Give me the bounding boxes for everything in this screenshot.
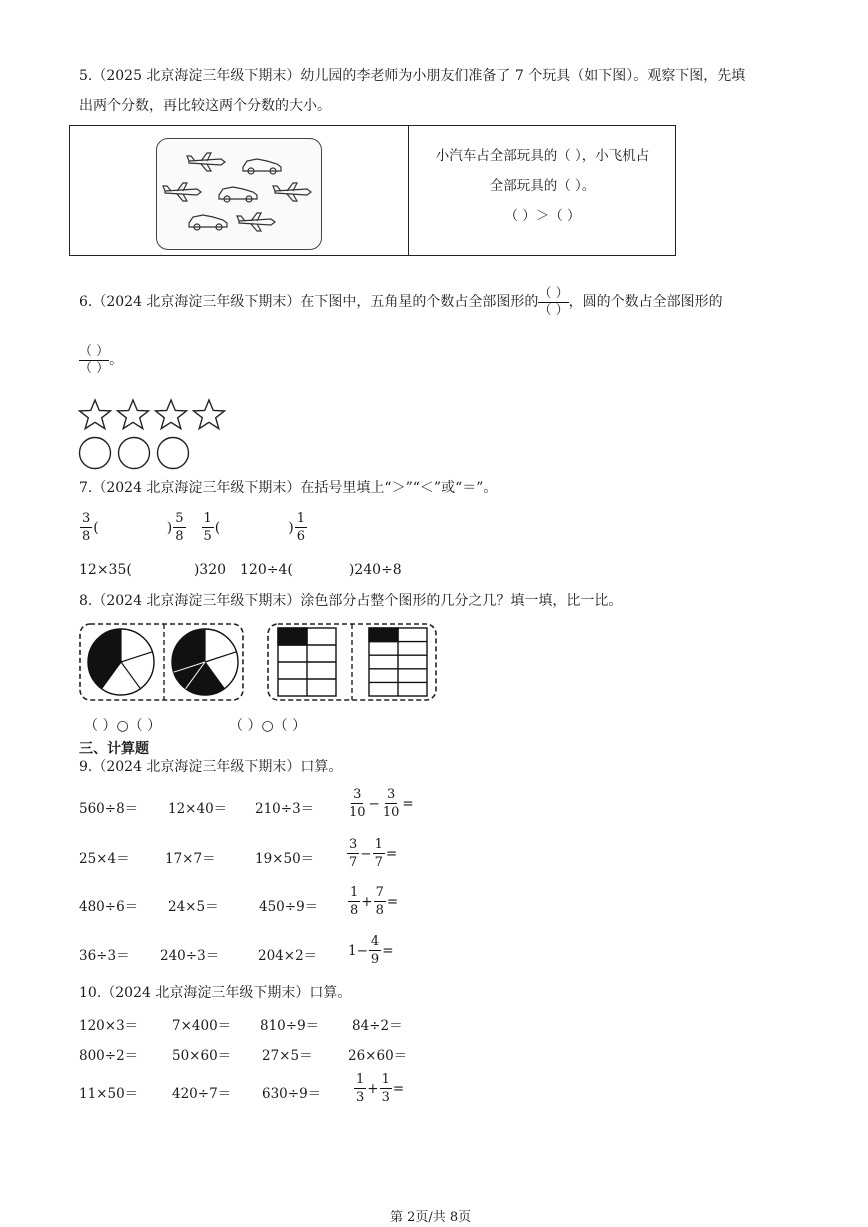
q9-item: 210÷3＝	[255, 801, 315, 817]
q8-answer-left[interactable]: （ ）○（ ）	[84, 718, 162, 734]
q7-fraction-1-5: $\frac{1}{5}$	[203, 511, 212, 544]
q10-item: 84÷2＝	[352, 1018, 403, 1034]
q9-item: 204×2＝	[258, 948, 318, 964]
q7-expr-4: )240÷8	[348, 562, 402, 578]
q5-right-cell	[409, 126, 676, 255]
q10-item: 11×50＝	[79, 1086, 139, 1102]
q6-blank-fraction-2[interactable]	[79, 344, 109, 376]
grid-left	[278, 628, 336, 696]
q7-paren-open: (	[93, 519, 99, 536]
q9-item: 12×40＝	[168, 801, 228, 817]
pie-chart-left	[88, 629, 154, 695]
q7-blank-3[interactable]	[132, 560, 194, 580]
q6-blank-bottom: （ ）	[538, 303, 569, 318]
q7-expr-2: )320	[193, 562, 227, 578]
q9-fraction-expr: $\frac{3}{7}$ − $\frac{1}{7}$ =	[349, 837, 398, 870]
q7-paren-close: )	[166, 519, 173, 536]
circle-shape	[80, 438, 111, 469]
q9-item: 560÷8＝	[79, 801, 139, 817]
grid-right	[369, 628, 427, 696]
plane-icon	[237, 213, 275, 231]
q7-expr-3: 120÷4(	[240, 562, 293, 578]
star-icon	[80, 400, 111, 429]
q6-blank-fraction-1[interactable]	[538, 286, 568, 318]
q7-title: 7.（2024 北京海淀三年级下期末）在括号里填上“＞”“＜”或“＝”。	[79, 480, 498, 496]
q5-line2: 出两个分数，再比较这两个分数的大小。	[79, 98, 331, 114]
q6-line1	[79, 286, 723, 318]
q5-line1: 5.（2025 北京海淀三年级下期末）幼儿园的李老师为小朋友们准备了 7 个玩具（如下图）。观察下图，先填	[79, 68, 746, 84]
circle-shape	[158, 438, 189, 469]
q6-text-b: ，圆的个数占全部图形的	[568, 294, 723, 310]
page-footer: 第 2页/共 8页	[390, 1210, 472, 1225]
q10-title: 10.（2024 北京海淀三年级下期末）口算。	[79, 985, 352, 1001]
star-icon	[156, 400, 187, 429]
q10-item: 810÷9＝	[260, 1018, 320, 1034]
q9-item: 24×5＝	[168, 899, 219, 915]
q6-shapes	[78, 398, 238, 472]
q10-item: 800÷2＝	[79, 1048, 139, 1064]
toy-box-illustration	[156, 138, 322, 250]
q7-fraction-5-8: $\frac{5}{8}$	[175, 511, 184, 544]
q6-blank-bottom: （ ）	[79, 361, 110, 376]
q9-item: 36÷3＝	[79, 948, 130, 964]
car-icon	[243, 159, 281, 174]
q7-paren-close: )	[288, 519, 294, 536]
car-icon	[189, 215, 227, 230]
q10-item: 630÷9＝	[262, 1086, 322, 1102]
q7-paren-open: (	[214, 519, 221, 536]
q6-text-a: 6.（2024 北京海淀三年级下期末）在下图中，五角星的个数占全部图形的	[79, 294, 539, 310]
q9-fraction-expr: 1− $\frac{4}{9}$ =	[348, 934, 394, 967]
section-3-heading: 三、计算题	[79, 741, 149, 757]
q10-item: 420÷7＝	[172, 1086, 232, 1102]
star-icon	[118, 400, 149, 429]
q5-right-line1: 小汽车占全部玩具的（ ），小飞机占	[435, 148, 650, 164]
q6-blank-top: （ ）	[79, 344, 110, 359]
q5-right-line2: 全部玩具的（ ）。	[489, 178, 596, 194]
q10-item: 27×5＝	[262, 1048, 313, 1064]
q5-right-line3: （ ）＞（ ）	[504, 208, 581, 224]
q10-item: 50×60＝	[172, 1048, 232, 1064]
q10-item: 7×400＝	[172, 1018, 232, 1034]
circle-shape	[119, 438, 150, 469]
q7-expr-1: 12×35(	[79, 562, 132, 578]
q9-item: 17×7＝	[165, 851, 216, 867]
q9-item: 480÷6＝	[79, 899, 139, 915]
q7-row1	[79, 512, 308, 543]
q9-fraction-expr: $\frac{1}{8}$ + $\frac{7}{8}$ =	[350, 885, 399, 918]
q7-row2	[79, 560, 402, 580]
q8-answer-right[interactable]: （ ）○（ ）	[229, 718, 307, 734]
q10-item: 26×60＝	[348, 1048, 408, 1064]
q8-title: 8.（2024 北京海淀三年级下期末）涂色部分占整个图形的几分之几？填一填，比一比。	[79, 593, 623, 609]
q9-item: 19×50＝	[255, 851, 315, 867]
pie-chart-right	[172, 629, 238, 695]
plane-icon	[163, 183, 201, 201]
plane-icon	[187, 153, 225, 171]
q7-blank-4[interactable]	[293, 560, 349, 580]
q9-fraction-expr: $\frac{3}{10}$ − $\frac{3}{10}$ =	[349, 787, 414, 820]
q6-blank-top: （ ）	[538, 286, 569, 301]
q10-item: 120×3＝	[79, 1018, 139, 1034]
plane-icon	[273, 183, 311, 201]
q9-item: 450÷9＝	[259, 899, 319, 915]
q5-table	[69, 125, 676, 256]
q7-fraction-3-8: $\frac{3}{8}$	[82, 511, 91, 544]
q6-line2	[79, 344, 123, 376]
q9-item: 25×4＝	[79, 851, 130, 867]
q8-figures	[78, 620, 440, 704]
q9-item: 240÷3＝	[160, 948, 220, 964]
car-icon	[219, 187, 257, 202]
q10-fraction-expr: $\frac{1}{3}$ + $\frac{1}{3}$ =	[356, 1072, 405, 1105]
toys-drawing	[157, 139, 321, 249]
q7-fraction-1-6: $\frac{1}{6}$	[296, 511, 305, 544]
q6-end: 。	[109, 352, 124, 368]
q9-title: 9.（2024 北京海淀三年级下期末）口算。	[79, 759, 343, 775]
star-icon	[194, 400, 225, 429]
